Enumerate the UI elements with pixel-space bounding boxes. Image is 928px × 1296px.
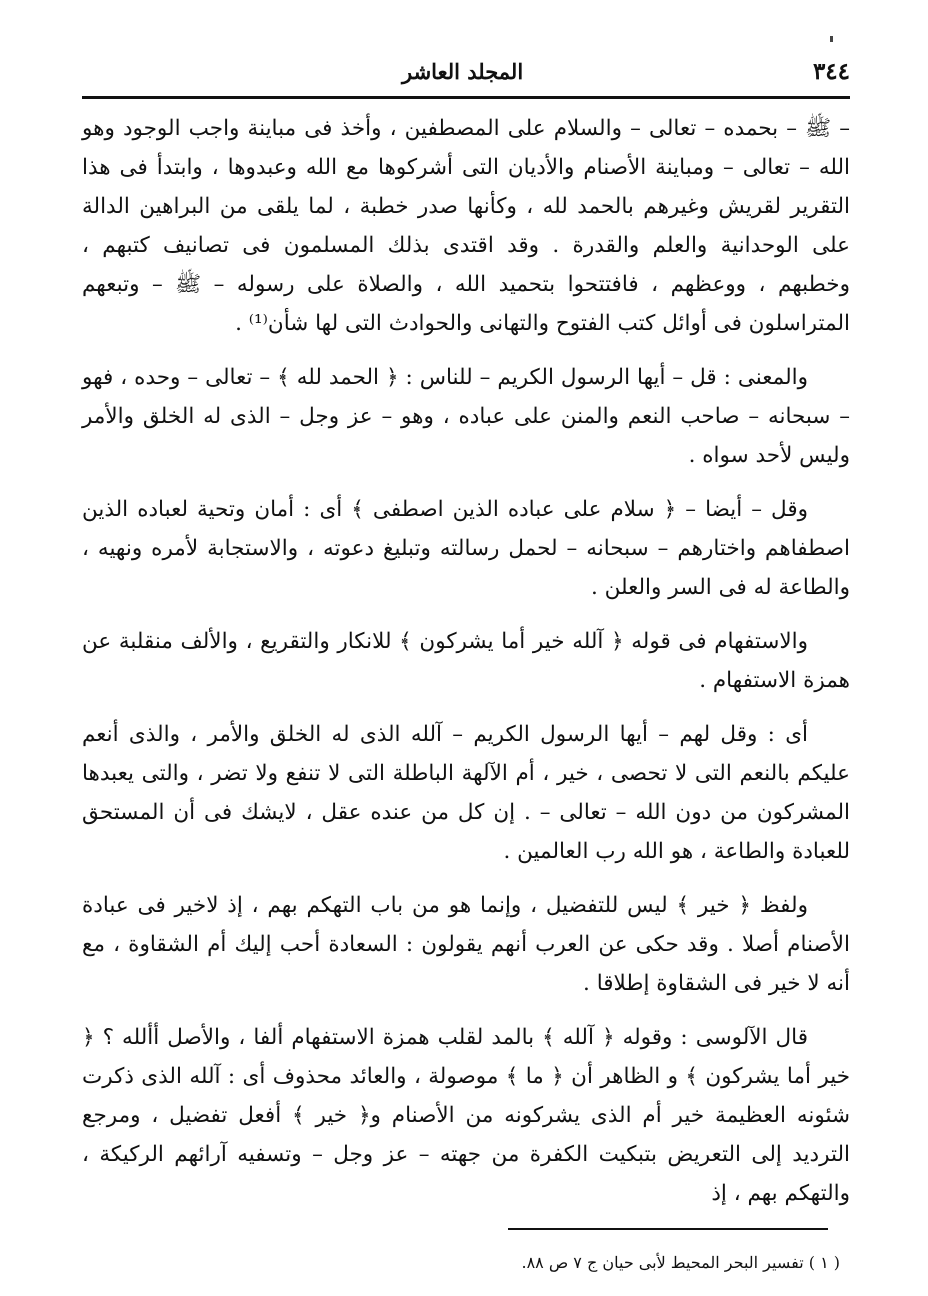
page-header bbox=[82, 52, 850, 90]
paragraph: والاستفهام فى قوله ﴿ آلله خير أما يشركون ﴾ للانكار والتقريع ، والألف منقلبة عن همزة الاستفهام . bbox=[82, 629, 850, 693]
volume-title: المجلد العاشر bbox=[402, 58, 524, 84]
paragraph: وقل – أيضا – ﴿ سلام على عباده الذين اصطفى ﴾ أى : أمان وتحية لعباده الذين اصطفاهم واختارهم – سبحانه – لحمل رسالته وتبليغ دعوته ، والاستجابة لأمره ونهيه ، والطاعة له فى السر والعلن . bbox=[82, 497, 850, 600]
paragraph: أى : وقل لهم – أيها الرسول الكريم – آلله الذى له الخلق والأمر ، والذى أنعم عليكم بالنعم التى لا تحصى ، خير ، أم الآلهة الباطلة التى لا تنفع ولا تضر ، والتى يعبدها المشركون من دون الله – تعالى – . إن كل من عنده عقل ، لايشك فى أن المستحق للعبادة والطاعة ، هو الله رب العالمين . bbox=[82, 722, 850, 864]
paragraph: قال الآلوسى : وقوله ﴿ آلله ﴾ بالمد لقلب همزة الاستفهام ألفا ، والأصل أألله ؟ ﴿ خير أما يشركون ﴾ و الظاهر أن ﴿ ما ﴾ موصولة ، والعائد محذوف أى : آلله الذى ذكرت شئونه العظيمة خير أم الذى يشركونه من الأصنام و﴿ خير ﴾ أفعل تفضيل ، ومرجع الترديد إلى التعريض بتبكيت الكفرة من جهته – عز وجل – وتسفيه آرائهم الركيكة ، والتهكم بهم ، إذ bbox=[82, 1025, 850, 1206]
paragraph: – ﷺ – بحمده – تعالى – والسلام على المصطفين ، وأخذ فى مباينة واجب الوجود وهو الله – تعالى – ومباينة الأصنام والأديان التى أشركوها مع الله وعبدوها ، وابتدأ فى هذا التقرير لقريش وغيرهم بالحمد لله ، وكأنها صدر خطبة ، لما يلقى من البراهين الدالة على الوحدانية والعلم والقدرة . وقد اقتدى بذلك المسلمون فى تصانيف كتبهم ، وخطبهم ، ووعظهم ، فافتتحوا بتحميد الله ، والصلاة على رسوله – ﷺ – وتبعهم المتراسلون فى أوائل كتب الفتوح والتهانى والحوادث التى لها شأن⁽¹⁾ . bbox=[82, 116, 850, 336]
book-page bbox=[82, 52, 850, 1276]
paragraph: والمعنى : قل – أيها الرسول الكريم – للناس : ﴿ الحمد لله ﴾ – تعالى – وحده ، فهو – سبحانه – صاحب النعم والمنن على عباده ، وهو – عز وجل – الذى له الخلق والأمر وليس لأحد سواه . bbox=[82, 365, 850, 468]
corner-mark bbox=[830, 36, 833, 42]
footnote: ( ١ ) تفسير البحر المحيط لأبى حيان ج ٧ ص ٨٨. bbox=[521, 1253, 840, 1272]
paragraph: ولفظ ﴿ خير ﴾ ليس للتفضيل ، وإنما هو من باب التهكم بهم ، إذ لاخير فى عبادة الأصنام أصلا . وقد حكى عن العرب أنهم يقولون : السعادة أحب إليك أم الشقاوة ، مع أنه لا خير فى الشقاوة إطلاقا . bbox=[82, 893, 850, 996]
page-number: ٣٤٤ bbox=[812, 57, 850, 85]
body-text bbox=[82, 109, 850, 1213]
header-rule bbox=[82, 96, 850, 99]
footnote-rule bbox=[508, 1228, 828, 1230]
